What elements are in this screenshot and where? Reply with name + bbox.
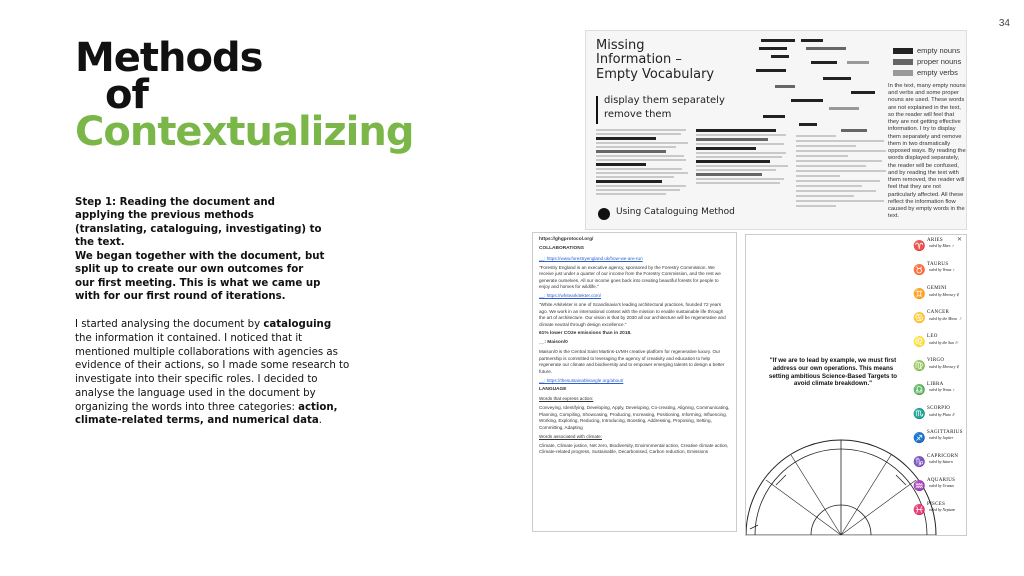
zodiac-name: TAURUS <box>927 262 949 267</box>
zodiac-ruler: ruled by Neptune <box>929 508 956 512</box>
zodiac-name: ARIES <box>927 238 943 243</box>
zodiac-sign-aquarius <box>913 478 963 502</box>
document-excerpt-panel <box>532 232 737 532</box>
zodiac-sign-gemini <box>913 286 963 310</box>
analysis-text-1: I started analysing the document by <box>75 319 264 330</box>
legend-swatch-empty-nouns <box>893 48 913 54</box>
zodiac-symbol-icon: ♉ <box>913 265 926 276</box>
zodiac-ruler: ruled by Mercury ☿ <box>929 293 959 297</box>
zodiac-name: CAPRICORN <box>927 454 959 459</box>
legend-empty-nouns: empty nouns <box>917 46 960 55</box>
zodiac-symbol-icon: ♏ <box>913 409 926 420</box>
forestry-quote: "Forestry England is an executive agency, sponsored by the Forestry Commission. We receive just under a quarter of our income from the Forestry Commission, and the rest we generate ourselves. All our income goes back into creating beautiful forests for people to enjoy and homes for wildlife." <box>539 264 721 290</box>
title-line-2: of <box>105 71 148 118</box>
ghg-url: https://ghgprotocol.org/ <box>539 237 594 242</box>
legend-swatch-proper-nouns <box>893 59 913 65</box>
zodiac-ruler: ruled by Mars ♂ <box>929 244 955 248</box>
action-words: Conveying, Identifying, Developing, Apply, Developing, Co-creating, Aligning, Communicating, Planning, Compiling, Showcasing, Producing, Increasing, Positioning, Informing, Influencing, Working, Exploring, Reducing, Introducing, Boosting, Addressing, Proposing, Setting, Committing, Adapting <box>539 405 730 430</box>
zodiac-sign-taurus <box>913 262 963 286</box>
action-words-heading: Words that express action: <box>539 396 594 402</box>
zodiac-name: SAGITTARIUS <box>927 430 963 435</box>
legend <box>893 46 961 79</box>
instruction-remove: remove them <box>604 109 672 120</box>
legend-swatch-empty-verbs <box>893 70 913 76</box>
analysis-bold-2: action, climate-related terms, and numerical data <box>75 401 338 427</box>
zodiac-symbol-icon: ♎ <box>913 385 926 396</box>
forestry-link[interactable]: __: https://www.forestryengland.uk/how-we-are-run <box>539 255 643 261</box>
zodiac-ruler: ruled by the Sun ☉ <box>929 341 959 345</box>
page-title <box>75 35 414 155</box>
title-line-3: Contextualizing <box>75 108 414 155</box>
zodiac-sign-scorpio <box>913 406 963 430</box>
zodiac-name: LIBRA <box>927 382 944 387</box>
redacted-text-column <box>596 129 691 197</box>
climate-words: Climate, Climate justice, Net zero, Biodiversity, Environmental action, Creative climate action, Climate-related progress, Sustainable, Decarbonised, Carbon reduction, Emissions <box>539 442 729 455</box>
white-quote: "White Arkitekter is one of Scandinavia's leading architectural practices, founded 72 years ago. We work in an international context with the mission to enable sustainable life through the art of architecture. Our vision is that by 2030 all our architecture will be regenerative and climate neutral through design excellence." <box>539 302 726 327</box>
pull-quote: "If we are to lead by example, we must first address our own operations. This means setting ambitious Science-Based Targets to avoid climate breakdown." <box>768 357 898 388</box>
zodiac-name: LEO <box>927 334 938 339</box>
divider-bar <box>596 96 598 124</box>
zodiac-ruler: ruled by Saturn <box>929 460 953 464</box>
zodiac-symbol-icon: ♑ <box>913 457 926 468</box>
panel-title-line-2: Information – <box>596 52 682 68</box>
sustainable-angle-link[interactable]: __: https://thesustainableangle.org/about/ <box>539 377 624 383</box>
zodiac-ruler: ruled by the Moon ☽ <box>929 317 962 321</box>
panel-title <box>596 39 714 82</box>
removed-text-column <box>796 135 891 210</box>
title-line-1: Methods <box>75 35 263 81</box>
zodiac-symbol-icon: ♒ <box>913 481 926 492</box>
zodiac-symbol-icon: ♍ <box>913 361 926 372</box>
maison-text: Maison/0 is the Central Saint Martins-LVMH creative platform for regenerative luxury. Our partnership is committed to leveraging the agency of creativity and education to help regenerate our climate and biodiversity and to empower emerging talents to design a better future. <box>539 349 725 374</box>
zodiac-name: PISCES <box>927 502 946 507</box>
zodiac-ruler: ruled by Pluto ♇ <box>929 413 956 417</box>
collaborations-heading: COLLABORATIONS <box>539 246 584 252</box>
zodiac-name: VIRGO <box>927 358 945 363</box>
zodiac-name: AQUARIUS <box>927 478 956 483</box>
panel-title-line-3: Empty Vocabulary <box>596 66 715 82</box>
zodiac-sign-pisces <box>913 502 963 526</box>
emissions-stat: 61% lower CO2e emissions than in 2018. <box>539 330 632 336</box>
white-link[interactable]: __: https://whitearkitekter.com/ <box>539 293 602 299</box>
language-heading: LANGUAGE <box>539 386 567 392</box>
climate-words-heading: Words associated with climate: <box>539 433 602 439</box>
method-label: Using Cataloguing Method <box>616 207 735 217</box>
zodiac-sign-cancer <box>913 310 963 334</box>
zodiac-list <box>913 238 963 526</box>
side-note: In the text, many empty nouns and verbs and some proper nouns are used. These words are not explained in the text, so the reader will feel that they are not getting effective information. I try to display them separately and remove them in two dramatically opposed ways. By reading the words displayed separately, the reader will be confused, and by reading the text with them removed, the reader will feel that they are not particularly affected. All these reflect the information flow caused by empty words in the text. <box>888 83 966 220</box>
zodiac-ruler: ruled by Uranus <box>929 484 954 488</box>
close-icon: ✕ <box>957 237 963 243</box>
zodiac-name: SCORPIO <box>927 406 951 411</box>
zodiac-symbol-icon: ♋ <box>913 313 926 324</box>
panel-instructions <box>604 94 725 122</box>
page-number: 34 <box>998 18 1010 29</box>
analysis-paragraph <box>75 318 350 428</box>
legend-proper-nouns: proper nouns <box>917 56 962 66</box>
zodiac-sign-libra <box>913 382 963 406</box>
zodiac-symbol-icon: ♌ <box>913 337 926 348</box>
instruction-display: display them separately <box>604 95 725 106</box>
maison-heading: __: Maison/0 <box>539 340 568 346</box>
zodiac-sign-aries <box>913 238 963 262</box>
zodiac-ruler: ruled by Jupiter <box>929 436 954 440</box>
panel-title-line-1: Missing <box>596 38 645 53</box>
bullet-dot <box>598 208 610 220</box>
zodiac-ruler: ruled by Venus ♀ <box>929 268 956 272</box>
zodiac-name: CANCER <box>927 310 950 315</box>
analysis-text-3: . <box>318 415 322 427</box>
zodiac-sign-sagittarius <box>913 430 963 454</box>
zodiac-symbol-icon: ♈ <box>913 241 926 252</box>
analysis-text-2: the information it contained. I noticed that it mentioned multiple collaborations with agencies as evidence of their actions, so I made some research to investigate into their specific roles. I decided to analyse the language used in the document by organizing the words into three categories: <box>75 332 350 413</box>
zodiac-name: GEMINI <box>927 286 947 291</box>
redacted-text-column-2 <box>696 129 791 186</box>
zodiac-ruler: ruled by Mercury ☿ <box>929 365 959 369</box>
analysis-bold-1: cataloguing <box>263 319 332 330</box>
zodiac-symbol-icon: ♊ <box>913 289 926 300</box>
zodiac-symbol-icon: ♐ <box>913 433 926 444</box>
zodiac-ruler: ruled by Venus ♀ <box>929 388 956 392</box>
step-paragraph-1: Step 1: Reading the document and applying the previous methods (translating, cataloguing, investigating) to the text. <box>75 197 322 249</box>
zodiac-sign-capricorn <box>913 454 963 478</box>
step-paragraph-2: We began together with the document, but split up to create our own outcomes for our first meeting. This is what we came up with for our first round of iterations. <box>75 250 325 303</box>
step-description <box>75 196 325 304</box>
zodiac-sign-leo <box>913 334 963 358</box>
legend-empty-verbs: empty verbs <box>917 67 958 77</box>
zodiac-symbol-icon: ♓ <box>913 505 926 516</box>
zodiac-sign-virgo <box>913 358 963 382</box>
